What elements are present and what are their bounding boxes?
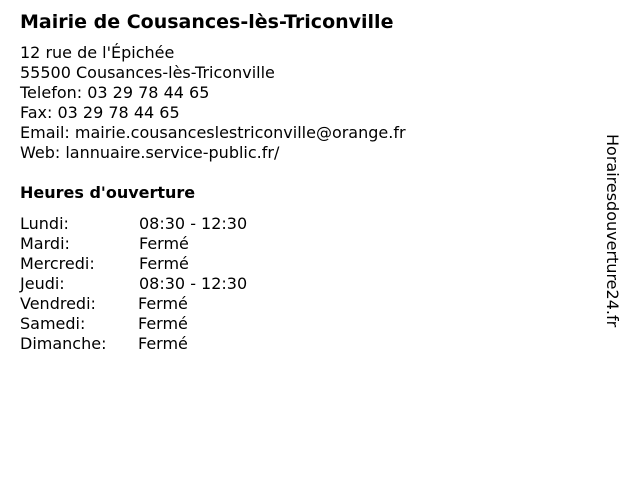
city-line: 55500 Cousances-lès-Triconville [20, 63, 275, 82]
day-hours: Fermé [138, 314, 188, 333]
day-label: Lundi: [20, 214, 69, 233]
site-brand-vertical: Horairesdouverture24.fr [603, 134, 622, 328]
web-line: Web: lannuaire.service-public.fr/ [20, 143, 280, 162]
day-label: Vendredi: [20, 294, 96, 313]
fax-line: Fax: 03 29 78 44 65 [20, 103, 180, 122]
day-label: Mercredi: [20, 254, 95, 273]
day-label: Dimanche: [20, 334, 107, 353]
day-hours: 08:30 - 12:30 [139, 274, 248, 293]
day-hours: Fermé [138, 334, 188, 353]
page-title: Mairie de Cousances-lès-Triconville [20, 11, 394, 33]
day-label: Mardi: [20, 234, 70, 253]
day-label: Samedi: [20, 314, 86, 333]
day-hours: Fermé [139, 254, 189, 273]
day-hours: Fermé [138, 294, 188, 313]
day-hours: 08:30 - 12:30 [139, 214, 248, 233]
email-line: Email: mairie.cousanceslestriconville@orange.fr [20, 123, 406, 142]
phone-line: Telefon: 03 29 78 44 65 [20, 83, 210, 102]
day-label: Jeudi: [20, 274, 65, 293]
street-address: 12 rue de l'Épichée [20, 43, 175, 62]
day-hours: Fermé [139, 234, 189, 253]
contact-block [20, 43, 406, 163]
opening-hours-heading: Heures d'ouverture [20, 183, 196, 202]
